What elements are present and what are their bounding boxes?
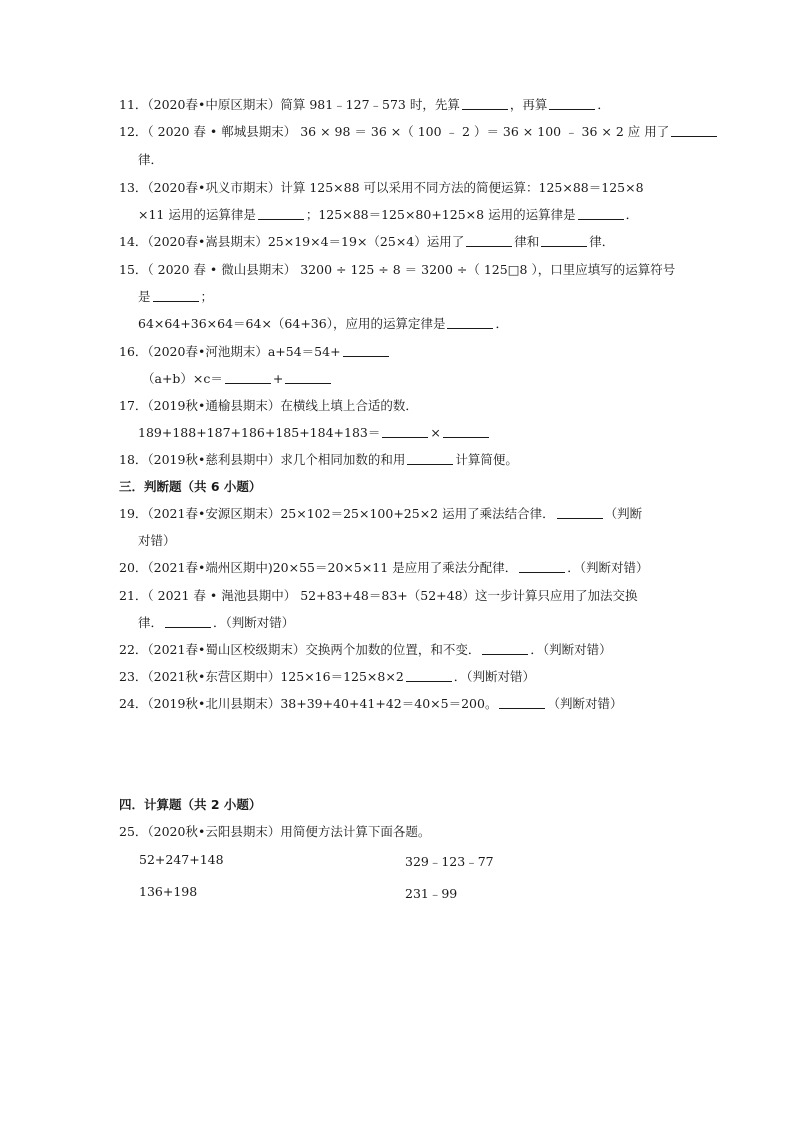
answer-blank[interactable] [466,234,512,247]
answer-blank[interactable] [165,615,211,628]
question-text: ．（判断对错） [213,615,295,630]
answer-blank[interactable] [462,97,508,110]
section-3-title: 三．判断题（共 6 小题） [119,479,262,494]
answer-blank[interactable] [285,371,331,384]
answer-blank[interactable] [482,642,528,655]
section-4-title: 四．计算题（共 2 小题） [119,797,262,812]
calc-item: 52+247+148 [139,852,224,867]
question-text: ；125×88＝125×80+125×8 运用的运算律是 [305,207,576,222]
question-text: 25．（2020秋•云阳县期末）用简便方法计算下面各题。 [119,824,431,839]
question-17 [119,398,418,414]
question-16-part2 [142,371,333,387]
answer-blank[interactable] [225,371,271,384]
question-text: ，再算 [509,97,548,112]
question-text: ．（判断对错） [530,642,612,657]
answer-blank[interactable] [153,289,199,302]
question-text: ．（判断对错） [567,560,649,575]
question-text: ； [200,289,214,304]
question-11 [119,97,610,113]
question-text: 11．（2020春•中原区期末）简算 981﹣127﹣573 时，先算 [119,97,460,112]
question-23 [119,669,535,685]
question-text: ． [495,316,508,331]
question-17-cont [138,425,491,441]
question-text: 21．（ 2021 春 • 渑池县期中） 52+83+48＝83+（52+48）这一步计算只应用了加法交换 [119,588,638,603]
answer-blank[interactable] [406,669,452,682]
question-text: 24．（2019秋•北川县期末）38+39+40+41+42＝40×5＝200。 [119,696,498,711]
question-21 [119,588,638,604]
question-text: 16．（2020春•河池期末）a+54＝54+ [119,344,341,359]
answer-blank[interactable] [557,506,603,519]
question-text: 14．（2020春•嵩县期末）25×19×4＝19×（25×4）运用了 [119,234,465,249]
calc-item: 136+198 [139,884,198,899]
question-15-cont [138,289,213,305]
question-text: 律． [138,615,164,630]
question-text: ×11 运用的运算律是 [138,207,256,222]
question-text: 23．（2021秋•东营区期中）125×16＝125×8×2 [119,669,404,684]
question-text: 17．（2019秋•通榆县期末）在横线上填上合适的数． [119,398,418,413]
question-13-cont [138,207,638,223]
question-20 [119,560,648,576]
question-12 [119,124,719,140]
answer-blank[interactable] [499,696,545,709]
calc-item: 231﹣99 [405,886,458,901]
question-text: 计算简便。 [455,452,518,467]
question-text: ． [597,97,610,112]
question-15 [119,262,675,278]
question-19-cont [138,533,176,549]
question-12-cont [138,152,163,168]
question-text: × [430,425,441,440]
question-text: ．（判断对错） [453,669,536,684]
answer-blank[interactable] [443,425,489,438]
answer-blank[interactable] [541,234,587,247]
question-text: + [272,371,284,386]
question-text: 13．（2020春•巩义市期末）计算 125×88 可以采用不同方法的简便运算：125×88＝125×8 [119,180,644,195]
question-text: 20．（2021春•端州区期中)20×55＝20×5×11 是应用了乘法分配律． [119,560,518,575]
answer-blank[interactable] [671,124,717,137]
answer-blank[interactable] [258,207,304,220]
calc-item: 329﹣123﹣77 [405,854,494,869]
question-text: 对错） [138,533,176,548]
answer-blank[interactable] [343,344,389,357]
question-text: （a+b）×c＝ [142,371,223,386]
answer-blank[interactable] [407,452,453,465]
question-text: 律． [589,234,615,249]
question-text: 22．（2021春•蜀山区校级期末）交换两个加数的位置，和不变． [119,642,481,657]
answer-blank[interactable] [447,316,493,329]
question-14 [119,234,614,250]
question-text: ． [625,207,639,222]
question-text: 律和 [514,234,540,249]
question-text: 律． [138,152,164,167]
question-25 [119,824,430,840]
answer-blank[interactable] [578,207,624,220]
question-15-part2 [138,316,508,332]
answer-blank[interactable] [519,560,565,573]
question-18 [119,452,518,468]
question-16 [119,344,391,360]
question-22 [119,642,612,658]
question-text: 15．（ 2020 春 • 微山县期末） 3200 ÷ 125 ÷ 8 ＝ 3200 ÷（ 125□8 ），口里应填写的运算符号 [119,262,676,277]
question-text: 19．（2021春•安源区期末）25×102＝25×100+25×2 运用了乘法结合律． [119,506,555,521]
question-text: （判断对错） [547,696,623,711]
question-24 [119,696,622,712]
question-text: 189+188+187+186+185+184+183＝ [138,425,381,440]
question-text: （判断 [604,506,643,521]
question-13 [119,180,644,196]
question-21-cont [138,615,294,631]
answer-blank[interactable] [382,425,428,438]
answer-blank[interactable] [549,97,595,110]
question-text: 64×64+36×64＝64×（64+36），应用的运算定律是 [138,316,446,331]
question-19 [119,506,642,522]
question-text: 18．（2019秋•慈利县期中）求几个相同加数的和用 [119,452,406,467]
question-text: 是 [138,289,151,304]
question-text: 12．（ 2020 春 • 郸城县期末） 36 × 98 ＝ 36 ×（ 100 ﹣ 2 ）＝ 36 × 100 ﹣ 36 × 2 应 用了 [119,124,670,139]
